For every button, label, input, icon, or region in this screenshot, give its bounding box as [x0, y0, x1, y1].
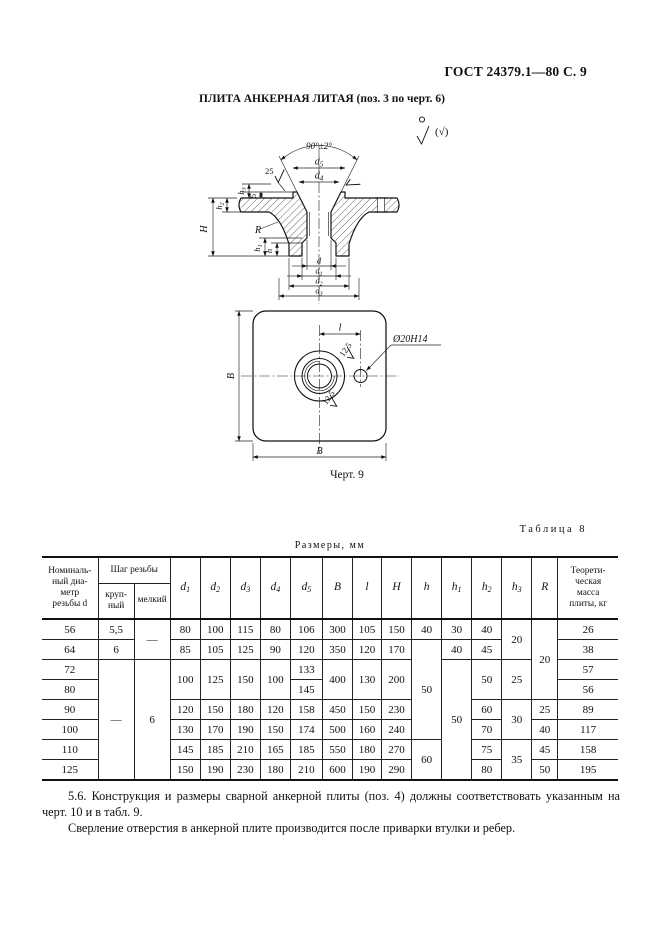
table-cell: 6: [98, 640, 134, 660]
table-row: [42, 619, 618, 640]
table-cell: 210: [290, 760, 322, 781]
table-cell: 550: [322, 740, 352, 760]
table-cell: 190: [200, 760, 230, 781]
table-cell: 50: [442, 660, 472, 781]
table-cell: 125: [42, 760, 98, 781]
table-cell: 50: [472, 660, 502, 700]
table-cell: 150: [260, 720, 290, 740]
section-view-svg: [195, 112, 475, 310]
d-label: d: [316, 255, 322, 266]
table-cell: 72: [42, 660, 98, 680]
table-cell: 120: [260, 700, 290, 720]
table-cell: 290: [382, 760, 412, 781]
B-bottom-dim: [253, 443, 386, 461]
R-label: R: [255, 225, 262, 236]
table-cell: 145: [170, 740, 200, 760]
hole-callout: [367, 334, 442, 371]
paragraph-5-6: 5.6. Конструкция и размеры сварной анкерной плиты (поз. 4) должны соответствовать указанным на черт. 10 и в табл. 9.: [42, 789, 620, 819]
d1-label: $d_1$: [315, 265, 323, 278]
table-cell: 25: [502, 660, 532, 700]
table-cell: 85: [170, 640, 200, 660]
table-cell: 150: [352, 700, 381, 720]
table-cell: 70: [472, 720, 502, 740]
table-cell: 150: [230, 660, 260, 700]
plan-view-drawing: [225, 303, 470, 482]
page-title: ПЛИТА АНКЕРНАЯ ЛИТАЯ (поз. 3 по черт. 6): [199, 93, 445, 105]
table-row: [42, 660, 618, 680]
d4-label: $d_4$: [314, 170, 324, 183]
B-bottom-label: B: [316, 446, 323, 457]
table-cell: 180: [352, 740, 381, 760]
l-label: l: [338, 322, 342, 334]
table-cell: 133: [290, 660, 322, 680]
table-cell: 270: [382, 740, 412, 760]
table-cell: 5,5: [98, 619, 134, 640]
col-header-dim-0: $d_1$: [170, 557, 200, 619]
table-cell: 40: [472, 619, 502, 640]
paragraph-drilling: Сверление отверстия в анкерной плите производится после приварки втулки и ребер.: [68, 820, 516, 835]
table-cell: 350: [322, 640, 352, 660]
table-cell: 57: [558, 660, 618, 680]
table-cell: 130: [352, 660, 381, 700]
table-cell: 160: [352, 720, 381, 740]
table-cell: 80: [170, 619, 200, 640]
table-cell: 230: [230, 760, 260, 781]
table-cell: 80: [42, 680, 98, 700]
table-cell: 35: [502, 740, 532, 781]
col-header-dim-1: $d_2$: [200, 557, 230, 619]
table-cell: 400: [322, 660, 352, 700]
table-cell: —: [134, 619, 170, 660]
table-cell: 150: [382, 619, 412, 640]
table-cell: 145: [290, 680, 322, 700]
table-cell: 130: [170, 720, 200, 740]
table-cell: 158: [558, 740, 618, 760]
table-caption: Таблица 8: [519, 524, 587, 535]
doc-reference: ГОСТ 24379.1—80 С. 9: [444, 64, 587, 79]
section-view-drawing: [195, 112, 475, 315]
spec-table-head: [42, 557, 618, 619]
dimensions-table: [42, 556, 618, 781]
table-cell: 195: [558, 760, 618, 781]
table-units: Размеры, мм: [294, 540, 366, 551]
table-cell: 117: [558, 720, 618, 740]
h3-label: $h_3$: [236, 187, 248, 195]
table-cell: 200: [382, 660, 412, 700]
table-cell: 100: [170, 660, 200, 700]
table-cell: 20: [502, 619, 532, 660]
col-header-dim-6: l: [352, 557, 381, 619]
table-cell: 300: [322, 619, 352, 640]
table-cell: 110: [42, 740, 98, 760]
table-cell: 500: [322, 720, 352, 740]
table-cell: 50: [412, 640, 442, 740]
roughness-hole-mark: [337, 341, 359, 363]
figure-caption: Черт. 9: [330, 469, 364, 481]
table-cell: 240: [382, 720, 412, 740]
col-header-dim-11: $h_3$: [502, 557, 532, 619]
table-cell: 56: [42, 619, 98, 640]
table-cell: 25: [532, 700, 558, 720]
finish-note: (√): [435, 126, 449, 138]
table-cell: 185: [200, 740, 230, 760]
hole-label: Ø20H14: [393, 334, 428, 345]
table-cell: 60: [472, 700, 502, 720]
flange-break: [378, 197, 385, 212]
table-cell: 600: [322, 760, 352, 781]
table-cell: 125: [230, 640, 260, 660]
table-cell: —: [98, 660, 134, 781]
table-cell: 106: [290, 619, 322, 640]
table-cell: 120: [290, 640, 322, 660]
table-cell: 100: [42, 720, 98, 740]
table-cell: 45: [532, 740, 558, 760]
col-header-pitch: Шаг резьбы: [98, 557, 170, 583]
col-header-diameter: Номиналь- ный диа- метр резьбы d: [42, 557, 98, 619]
table-cell: 90: [260, 640, 290, 660]
table-cell: 90: [42, 700, 98, 720]
table-cell: 20: [532, 619, 558, 700]
table-cell: 64: [42, 640, 98, 660]
col-header-dim-2: $d_3$: [230, 557, 260, 619]
surface-finish-symbol: [417, 117, 449, 144]
table-cell: 45: [472, 640, 502, 660]
col-header-dim-5: B: [322, 557, 352, 619]
roughness-center-value: 12,5: [319, 388, 337, 407]
table-cell: 180: [260, 760, 290, 781]
table-cell: 150: [170, 760, 200, 781]
table-cell: 105: [200, 640, 230, 660]
drilled-hole: [354, 330, 367, 387]
d3-label: $d_3$: [315, 285, 323, 298]
B-left-label: B: [226, 372, 237, 380]
d5-dim: [293, 157, 345, 169]
table-cell: 75: [472, 740, 502, 760]
table-cell: 190: [230, 720, 260, 740]
table-cell: 30: [502, 700, 532, 740]
table-cell: 190: [352, 760, 381, 781]
col-header-dim-3: $d_4$: [260, 557, 290, 619]
table-cell: 230: [382, 700, 412, 720]
col-header-dim-10: $h_2$: [472, 557, 502, 619]
d4-dim: [299, 171, 339, 183]
h2-label: $h_2$: [214, 202, 226, 210]
plan-view-svg: [225, 303, 470, 477]
table-cell: 125: [200, 660, 230, 700]
d5-label: $d_5$: [314, 156, 324, 169]
col-header-dim-8: h: [412, 557, 442, 619]
table-cell: 120: [352, 640, 381, 660]
table-cell: 170: [382, 640, 412, 660]
table-cell: 40: [442, 640, 472, 660]
col-header-mass: Теорети- ческая масса плиты, кг: [558, 557, 618, 619]
table-cell: 30: [442, 619, 472, 640]
roughness-hole-value: 12,5: [336, 340, 354, 359]
notes: [42, 789, 620, 837]
table-cell: 100: [200, 619, 230, 640]
col-header-dim-9: $h_1$: [442, 557, 472, 619]
table-cell: 50: [532, 760, 558, 781]
table-cell: 210: [230, 740, 260, 760]
table-cell: 150: [200, 700, 230, 720]
table-cell: 6: [134, 660, 170, 781]
table-cell: 80: [472, 760, 502, 781]
pad-height-label: 5: [248, 193, 258, 199]
table-cell: 185: [290, 740, 322, 760]
table-cell: 40: [412, 619, 442, 640]
col-header-pitch-fine: мелкий: [134, 583, 170, 619]
table-cell: 180: [230, 700, 260, 720]
angle-label: 90°±2°: [306, 141, 332, 151]
table-cell: 120: [170, 700, 200, 720]
col-header-pitch-coarse: круп- ный: [98, 583, 134, 619]
roughness-mark-right: [345, 176, 361, 190]
table-cell: 100: [260, 660, 290, 700]
table-cell: 105: [352, 619, 381, 640]
table-cell: 80: [260, 619, 290, 640]
table-cell: 89: [558, 700, 618, 720]
table-cell: 165: [260, 740, 290, 760]
h-label: h: [264, 248, 274, 254]
table-cell: 56: [558, 680, 618, 700]
roughness-value: 25: [265, 166, 274, 176]
table-cell: 174: [290, 720, 322, 740]
d2-label: $d_2$: [315, 275, 323, 288]
table-cell: 60: [412, 740, 442, 781]
roughness-mark-left: [265, 166, 285, 191]
spec-table-body: [42, 619, 618, 780]
table-cell: 170: [200, 720, 230, 740]
table-cell: 115: [230, 619, 260, 640]
h1-label: $h_1$: [252, 244, 264, 252]
col-header-dim-4: $d_5$: [290, 557, 322, 619]
col-header-dim-7: H: [382, 557, 412, 619]
H-label: H: [199, 225, 210, 233]
table-cell: 26: [558, 619, 618, 640]
l-dim: [320, 323, 361, 335]
table-cell: 450: [322, 700, 352, 720]
table-cell: 38: [558, 640, 618, 660]
col-header-dim-12: R: [532, 557, 558, 619]
table-cell: 158: [290, 700, 322, 720]
table-cell: 40: [532, 720, 558, 740]
